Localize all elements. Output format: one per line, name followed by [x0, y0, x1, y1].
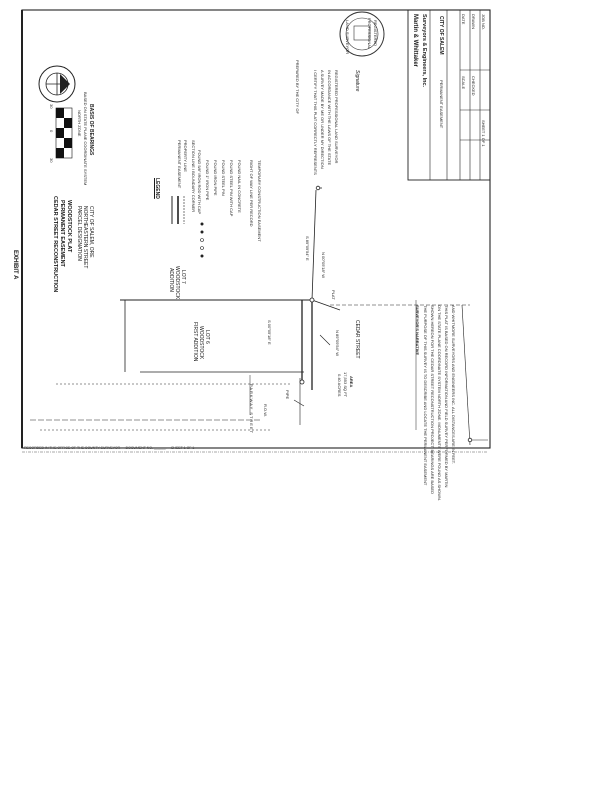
basis-title: BASIS OF BEARINGS [88, 104, 94, 156]
legend-item: FOUND NAIL IN CONCRETE [237, 160, 242, 213]
cert-line: I CERTIFY THAT THIS PLAT CORRECTLY REPRESENTS [313, 70, 318, 175]
lot-6-line-3: FIRST ADDITION [192, 322, 198, 362]
prepared-label: PREPARED BY THE CITY OF [295, 60, 300, 114]
exhibit-label: EXHIBIT A [12, 250, 18, 280]
notes-line: AND WHITMORE SURVEYORS AND ENGINEERS INC. ALL DISTANCES ARE IN FEET. [451, 305, 456, 464]
area-acres: 0.40 ACRES [337, 374, 342, 397]
row-label: R.O.W. [263, 404, 268, 417]
legend-item: FOUND STEEL PIN WITH CAP [229, 160, 234, 217]
bottom-margin-text: RECORDED IN THE OFFICE OF THE COUNTY SURVEYOR — DOCUMENT NO. ______ — SHEET 1 OF 1 [24, 446, 195, 450]
scale-label-mid: 0 [49, 130, 54, 133]
notes-heading: SURVEYOR'S NARRATIVE [415, 305, 420, 356]
company-line-1: Martin & Whittaker [412, 14, 418, 68]
plat-label: PLAT [331, 290, 336, 300]
area-label: AREA [349, 376, 354, 388]
lot-6-line-2: WOODSTOCK [198, 326, 204, 360]
legend-item: FOUND STEEL PIN [221, 160, 226, 196]
subtitle-line-2: NORTHEASTERN STREET [82, 206, 88, 269]
stamp-line-1: REGISTERED [373, 20, 378, 47]
notes-line: THIS PLAT IS BASED ON RECORD INFORMATION AND FIELD SURVEY PERFORMED BY MARTIN [444, 305, 449, 488]
notes-line: ON THE STATE PLANE COORDINATE SYSTEM NORTH ZONE. MONUMENTS WERE FOUND AS SHOWN. [437, 305, 442, 501]
bearing-label-1: S 89°09'54" E [305, 236, 310, 261]
legend-item: FOUND 1" IRON PIPE [205, 160, 210, 201]
bearing-label-3: S 00°05'18" E [267, 320, 272, 345]
subtitle-line-1: CITY OF SALEM, ORE [88, 206, 94, 258]
title-line-3: CEDAR STREET RECONSTRUCTION [52, 196, 58, 293]
pipe-label: PIPE [285, 390, 290, 400]
legend-item: SECTION LINE / BOUNDARY CORNER [191, 140, 196, 213]
cert-line: IN ACCORDANCE WITH THE LAWS OF THE STATE [327, 70, 332, 166]
legend-title: LEGEND [154, 178, 160, 199]
scale-label-left: 30 [49, 158, 54, 163]
legend-item: PROPERTY LINE [183, 140, 188, 172]
cert-line: REGISTERED PROFESSIONAL LAND SURVEYOR [334, 70, 339, 164]
street-label-cedar: CEDAR STREET [354, 320, 360, 359]
tb-job: JOB NO. [481, 14, 486, 31]
basis-line-3: NORTH ZONE [77, 110, 82, 137]
subtitle-line-3: PARCEL DESIGNATION [76, 206, 82, 261]
legend-item: FOUND 5/8" IRON ROD WITH CAP [197, 150, 202, 215]
notes-line: SHOWN HEREON FOR THE CEDAR STREET RECONSTRUCTION PROJECT. BEARINGS ARE BASED [430, 305, 435, 494]
tb-sheet: SHEET 1 OF 1 [481, 120, 486, 147]
lot-7-line-2: WOODSTOCK [174, 266, 180, 300]
tb-drawn: DRAWN [471, 14, 476, 29]
title-line-2: PERMANENT EASEMENT [59, 200, 65, 267]
stamp-line-3: LAND SURVEYOR [345, 20, 350, 55]
legend-item: TEMPORARY CONSTRUCTION EASEMENT [257, 160, 262, 242]
north-arrow-seal [39, 66, 75, 102]
project-label: PERMANENT EASEMENT [439, 80, 444, 129]
tb-date: DATE [461, 14, 466, 25]
company-line-2: Surveyors & Engineers, Inc. [421, 14, 427, 88]
legend-item: FOUND IRON PIPE [213, 160, 218, 196]
title-line-1: WOODSTOCK PLAT [66, 200, 72, 253]
legend-item: RIGHT OF WAY LINE PER RECORD [249, 160, 254, 227]
bearing-label-2: N 89°09'54" W [335, 330, 340, 357]
notes-line: THE PURPOSE OF THIS SURVEY IS TO DESCRIBE AND LOCATE THE PERMANENT EASEMENT [423, 305, 428, 486]
scale-label-right: 30 [49, 104, 54, 109]
lot-6-line-1: LOT 6 [204, 330, 210, 344]
tb-checked: CHECKED [471, 76, 476, 96]
lot-7-line-3: ADDITION [168, 268, 174, 292]
city-label: CITY OF SALEM [438, 16, 444, 55]
lot-7-line-1: LOT 7 [180, 270, 186, 284]
tb-scale: SCALE [461, 76, 466, 90]
signature-label: Signature [354, 70, 360, 92]
stamp-line-2: PROFESSIONAL [367, 18, 372, 50]
street-label-parkway: PARKWAY STREET [249, 384, 254, 435]
scale-bar [56, 108, 72, 158]
basis-line-2: BASED ON STATE PLANE COORDINATE SYSTEM [83, 92, 88, 186]
bearing-label-4: N 00°05'18" W [321, 252, 326, 279]
legend-item: PERMANENT EASEMENT [177, 140, 182, 189]
area-sqft: 17,553 SQ FT [343, 372, 348, 398]
cert-line: A SURVEY MADE BY ME OR UNDER MY DIRECTION [320, 70, 325, 169]
